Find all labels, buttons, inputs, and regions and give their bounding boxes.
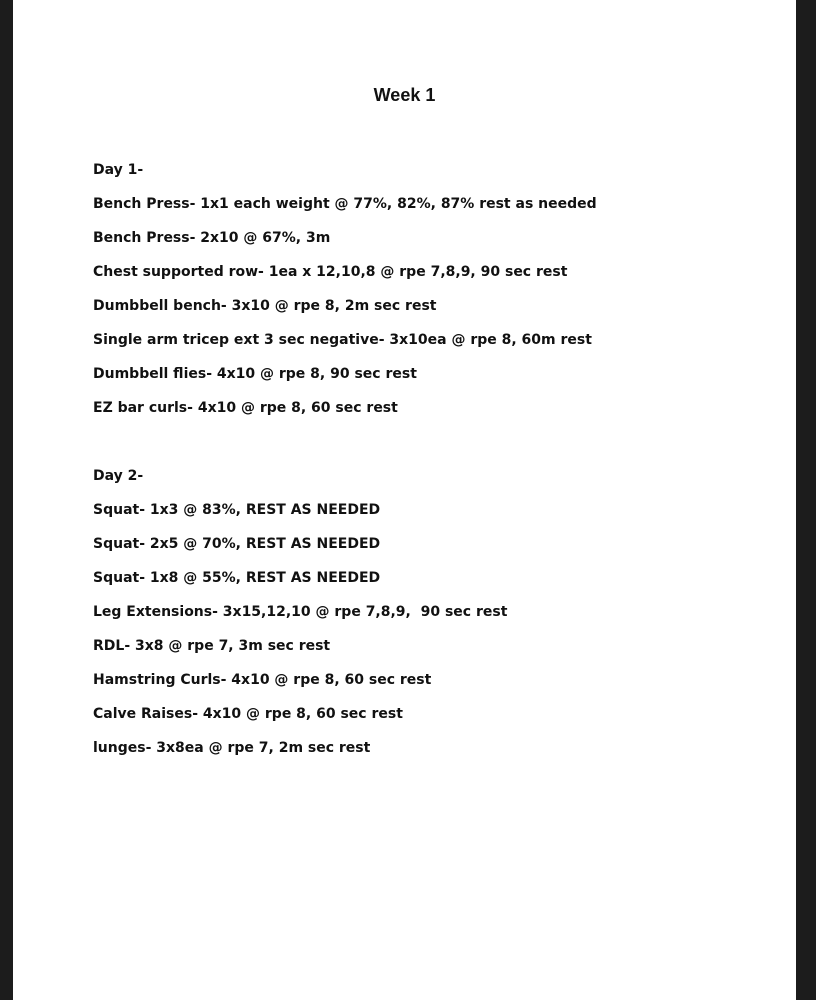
exercise-line: Squat- 2x5 @ 70%, REST AS NEEDED bbox=[93, 536, 381, 552]
exercise-line: Squat- 1x8 @ 55%, REST AS NEEDED bbox=[93, 570, 381, 586]
exercise-line: RDL- 3x8 @ rpe 7, 3m sec rest bbox=[93, 638, 331, 654]
exercise-line: Leg Extensions- 3x15,12,10 @ rpe 7,8,9, 90 sec rest bbox=[93, 604, 508, 620]
exercise-line: Bench Press- 1x1 each weight @ 77%, 82%, 87% rest as needed bbox=[93, 196, 597, 212]
day-heading: Day 1- bbox=[93, 162, 144, 178]
exercise-line: Hamstring Curls- 4x10 @ rpe 8, 60 sec rest bbox=[93, 672, 432, 688]
exercise-line: Dumbbell bench- 3x10 @ rpe 8, 2m sec rest bbox=[93, 298, 437, 314]
exercise-line: Squat- 1x3 @ 83%, REST AS NEEDED bbox=[93, 502, 381, 518]
day-heading: Day 2- bbox=[93, 468, 144, 484]
exercise-line: Single arm tricep ext 3 sec negative- 3x10ea @ rpe 8, 60m rest bbox=[93, 332, 592, 348]
document-page bbox=[13, 0, 796, 1000]
exercise-line: Dumbbell flies- 4x10 @ rpe 8, 90 sec rest bbox=[93, 366, 417, 382]
page-title: Week 1 bbox=[373, 85, 436, 105]
exercise-line: Chest supported row- 1ea x 12,10,8 @ rpe 7,8,9, 90 sec rest bbox=[93, 264, 568, 280]
exercise-line: lunges- 3x8ea @ rpe 7, 2m sec rest bbox=[93, 740, 371, 756]
exercise-line: Bench Press- 2x10 @ 67%, 3m bbox=[93, 230, 331, 246]
exercise-line: Calve Raises- 4x10 @ rpe 8, 60 sec rest bbox=[93, 706, 403, 722]
exercise-line: EZ bar curls- 4x10 @ rpe 8, 60 sec rest bbox=[93, 400, 398, 416]
